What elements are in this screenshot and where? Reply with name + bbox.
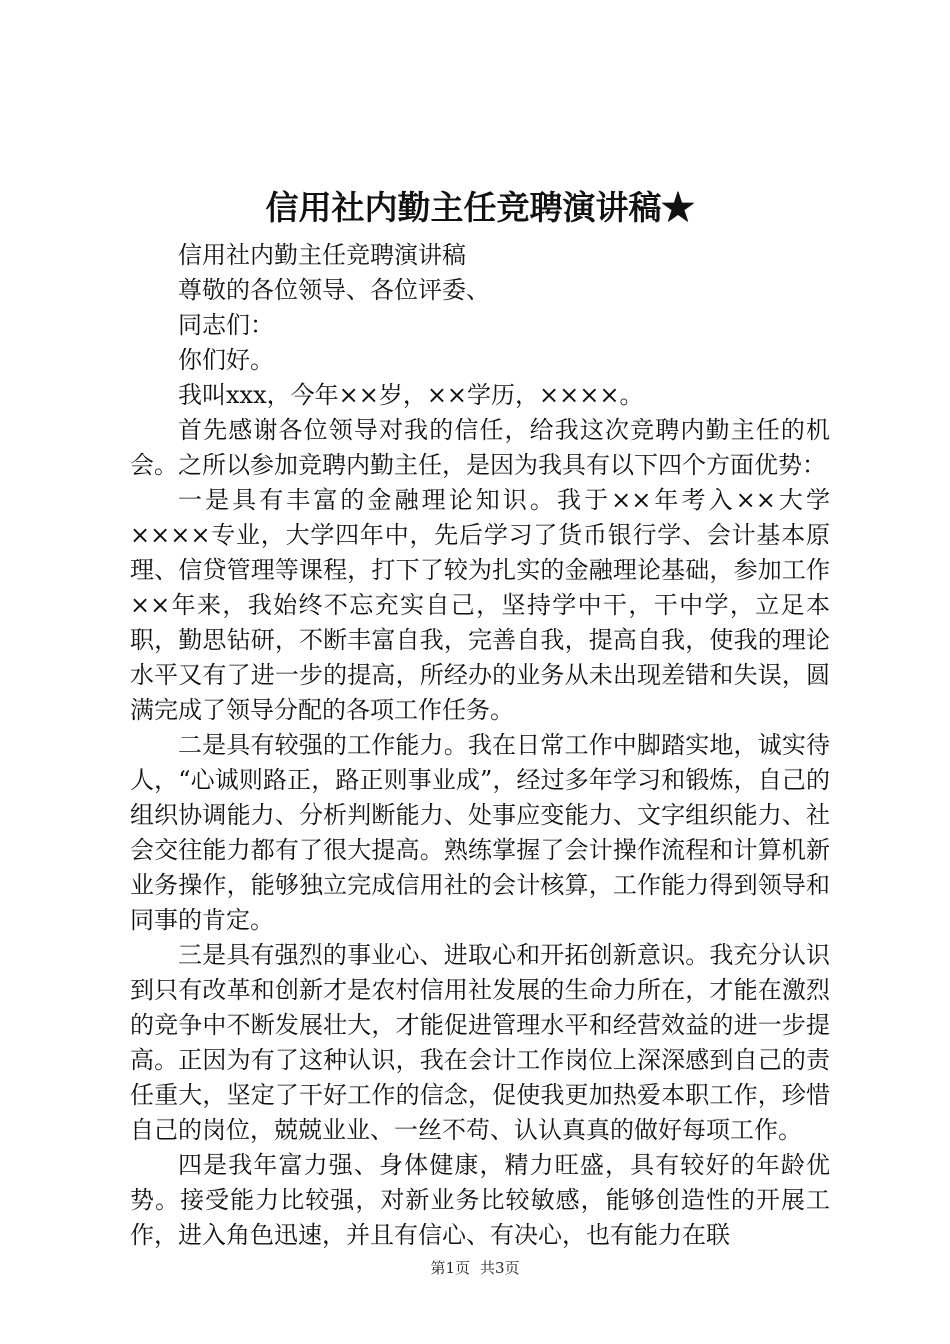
document-body xyxy=(130,238,830,1253)
paragraph-advantage-2: 二是具有较强的工作能力。我在日常工作中脚踏实地，诚实待人，“心诚则路正，路正则事业成”，经过多年学习和锻炼，自己的组织协调能力、分析判断能力、处事应变能力、文字组织能力、社会交往能力都有了很大提高。熟练掌握了会计操作流程和计算机新业务操作，能够独立完成信用社的会计核算，工作能力得到领导和同事的肯定。 xyxy=(130,731,830,934)
paragraph-advantage-4: 四是我年富力强、身体健康，精力旺盛，具有较好的年龄优势。接受能力比较强，对新业务比较敏感，能够创造性的开展工作，进入角色迅速，并且有信心、有决心，也有能力在联 xyxy=(130,1151,830,1249)
paragraph-advantage-1: 一是具有丰富的金融理论知识。我于××年考入××大学××××专业，大学四年中，先后学习了货币银行学、会计基本原理、信贷管理等课程，打下了较为扎实的金融理论基础，参加工作××年来，我始终不忘充实自己，坚持学中干，干中学，立足本职，勤思钻研，不断丰富自我，完善自我，提高自我，使我的理论水平又有了进一步的提高，所经办的业务从未出现差错和失误，圆满完成了领导分配的各项工作任务。 xyxy=(130,486,830,724)
paragraph-thanks: 首先感谢各位领导对我的信任，给我这次竞聘内勤主任的机会。之所以参加竞聘内勤主任，是因为我具有以下四个方面优势： xyxy=(130,416,830,479)
paragraph-introduction: 我叫xxx，今年××岁，××学历，××××。 xyxy=(178,381,644,409)
paragraph-heading: 信用社内勤主任竞聘演讲稿 xyxy=(178,241,466,269)
page-number: 第1页 xyxy=(430,1259,470,1277)
page-footer xyxy=(0,1258,950,1278)
paragraph-advantage-3: 三是具有强烈的事业心、进取心和开拓创新意识。我充分认识到只有改革和创新才是农村信用社发展的生命力所在，才能在激烈的竞争中不断发展壮大，才能促进管理水平和经营效益的进一步提高。正因为有了这种认识，我在会计工作岗位上深深感到自己的责任重大，坚定了干好工作的信念，促使我更加热爱本职工作，珍惜自己的岗位，兢兢业业、一丝不苟、认认真真的做好每项工作。 xyxy=(130,941,830,1144)
paragraph-greeting: 尊敬的各位领导、各位评委、 xyxy=(178,276,490,304)
document-title: 信用社内勤主任竞聘演讲稿★ xyxy=(265,188,695,227)
total-pages: 共3页 xyxy=(480,1259,520,1277)
paragraph-comrades: 同志们： xyxy=(178,311,274,339)
paragraph-hello: 你们好。 xyxy=(178,346,274,374)
